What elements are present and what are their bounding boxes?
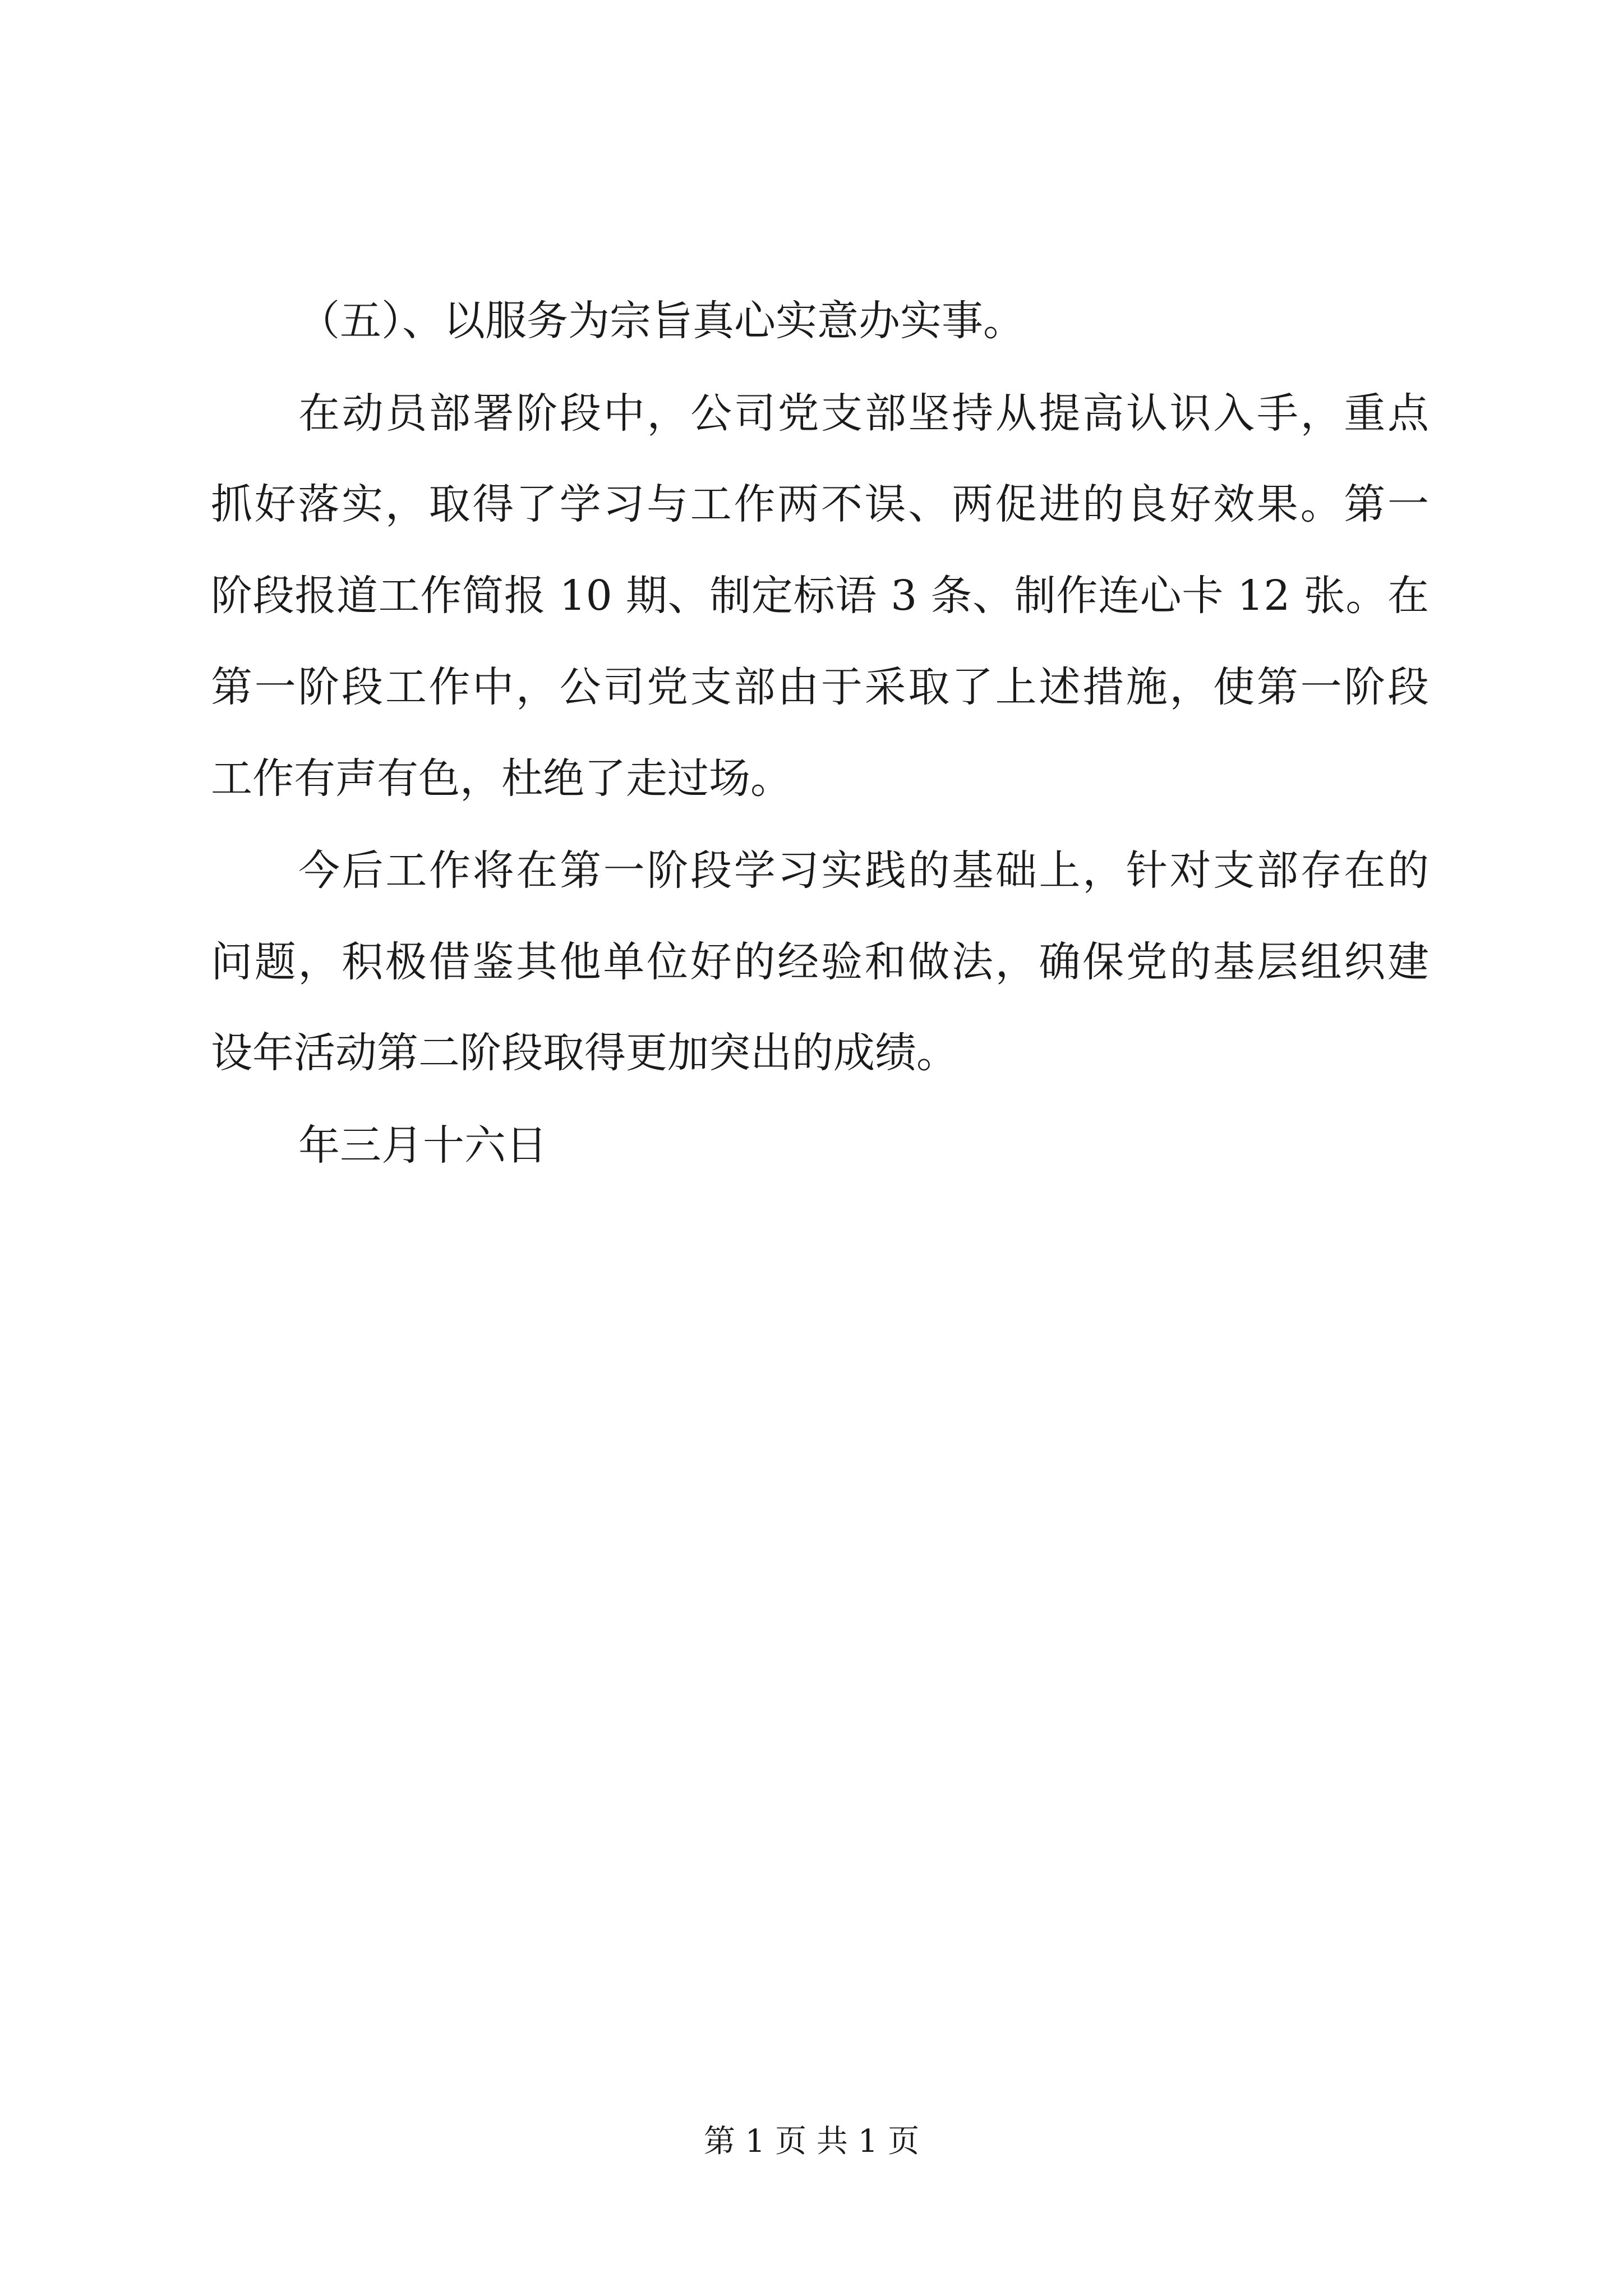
paragraph-1-line-4: 第一阶段工作中，公司党支部由于采取了上述措施，使第一阶段 xyxy=(211,663,1429,711)
paragraph-2-line-2: 问题，积极借鉴其他单位好的经验和做法，确保党的基层组织建 xyxy=(211,938,1429,986)
paragraph-1-line-2: 抓好落实，取得了学习与工作两不误、两促进的良好效果。第一 xyxy=(211,480,1429,528)
page-footer: 第 1 页 共 1 页 xyxy=(703,2123,920,2160)
paragraph-1-line-1: 在动员部署阶段中，公司党支部坚持从提高认识入手，重点 xyxy=(298,389,1429,438)
section-heading: （五）、以服务为宗旨真心实意办实事。 xyxy=(298,297,1025,345)
document-date: 年三月十六日 xyxy=(298,1121,547,1170)
paragraph-2-line-1: 今后工作将在第一阶段学习实践的基础上，针对支部存在的 xyxy=(298,846,1429,895)
paragraph-2-line-3: 设年活动第二阶段取得更加突出的成绩。 xyxy=(211,1029,958,1077)
paragraph-1-line-3: 阶段报道工作简报 10 期、制定标语 3 条、制作连心卡 12 张。在 xyxy=(211,572,1429,620)
paragraph-1-line-5: 工作有声有色，杜绝了走过场。 xyxy=(211,754,792,803)
